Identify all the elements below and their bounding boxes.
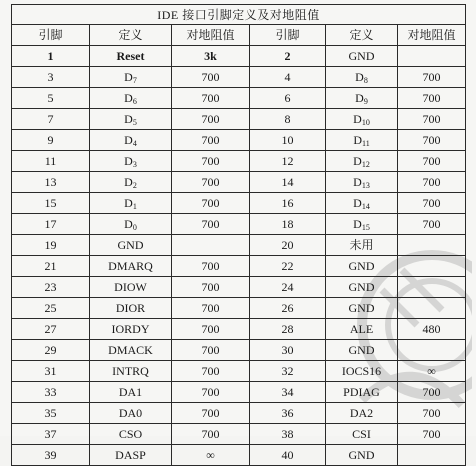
- pin-definition-left: [90, 319, 172, 340]
- definition-subscript: 5: [132, 118, 137, 127]
- pin-number-right: 32: [250, 361, 326, 382]
- ground-resistance-right: [398, 235, 466, 256]
- pin-definition-right: [326, 88, 398, 109]
- pin-number-right: 4: [250, 67, 326, 88]
- pin-definition-left: [90, 214, 172, 235]
- pin-definition-left: [90, 130, 172, 151]
- ground-resistance-left: 700: [172, 298, 250, 319]
- pin-number-right: 38: [250, 424, 326, 445]
- definition-text: D: [124, 133, 133, 147]
- ground-resistance-left: 700: [172, 340, 250, 361]
- table-row: [12, 172, 466, 193]
- pin-number-right: 26: [250, 298, 326, 319]
- ground-resistance-left: 700: [172, 403, 250, 424]
- definition-text: ALE: [349, 322, 374, 336]
- pin-definition-right: [326, 172, 398, 193]
- pin-number-left: 21: [12, 256, 90, 277]
- pin-definition-right: [326, 340, 398, 361]
- pin-definition-right: [326, 361, 398, 382]
- table-row: [12, 256, 466, 277]
- pin-definition-right: [326, 67, 398, 88]
- pin-number-left: 27: [12, 319, 90, 340]
- definition-text: D: [124, 217, 133, 231]
- table-header-row: [12, 25, 466, 46]
- table-row: [12, 151, 466, 172]
- pin-definition-left: [90, 361, 172, 382]
- pin-definition-right: [326, 46, 398, 67]
- pin-number-right: 20: [250, 235, 326, 256]
- ground-resistance-right: [398, 277, 466, 298]
- table-row: [12, 319, 466, 340]
- pin-number-left: 17: [12, 214, 90, 235]
- pin-number-left: 31: [12, 361, 90, 382]
- pin-definition-right: [326, 298, 398, 319]
- definition-subscript: 2: [132, 181, 137, 190]
- pin-definition-left: [90, 151, 172, 172]
- definition-text: GND: [348, 49, 375, 63]
- definition-text: GND: [348, 301, 375, 315]
- pin-number-right: 8: [250, 109, 326, 130]
- ground-resistance-left: 700: [172, 361, 250, 382]
- definition-text: DMACK: [108, 343, 153, 357]
- pin-definition-left: [90, 46, 172, 67]
- pin-definition-right: [326, 382, 398, 403]
- table-row: [12, 193, 466, 214]
- table-row: [12, 130, 466, 151]
- definition-text: D: [355, 70, 364, 84]
- definition-text: DMARQ: [108, 259, 153, 273]
- pin-number-right: 12: [250, 151, 326, 172]
- definition-subscript: 6: [132, 97, 137, 106]
- ground-resistance-left: 700: [172, 67, 250, 88]
- ground-resistance-left: ∞: [172, 445, 250, 466]
- pin-definition-left: [90, 424, 172, 445]
- table-row: [12, 214, 466, 235]
- definition-subscript: 10: [361, 118, 370, 127]
- table-row: [12, 46, 466, 67]
- ground-resistance-left: 700: [172, 88, 250, 109]
- pin-definition-right: [326, 445, 398, 466]
- definition-text: CSI: [352, 427, 371, 441]
- pin-number-right: 22: [250, 256, 326, 277]
- pin-number-left: 19: [12, 235, 90, 256]
- definition-subscript: 11: [361, 139, 370, 148]
- ground-resistance-right: 700: [398, 130, 466, 151]
- pin-definition-right: [326, 151, 398, 172]
- pin-number-left: 23: [12, 277, 90, 298]
- pin-definition-left: [90, 403, 172, 424]
- pin-definition-left: [90, 298, 172, 319]
- definition-text: D: [353, 133, 362, 147]
- pin-number-left: 39: [12, 445, 90, 466]
- ground-resistance-left: 700: [172, 151, 250, 172]
- ground-resistance-right: 700: [398, 172, 466, 193]
- pin-number-left: 1: [12, 46, 90, 67]
- definition-text: DIOR: [115, 301, 146, 315]
- ground-resistance-left: 700: [172, 172, 250, 193]
- table-title: IDE 接口引脚定义及对地阻值: [12, 5, 466, 25]
- ground-resistance-left: 700: [172, 214, 250, 235]
- definition-text: GND: [348, 448, 375, 462]
- definition-text: PDIAG: [343, 385, 380, 399]
- pin-definition-left: [90, 277, 172, 298]
- pin-definition-left: [90, 193, 172, 214]
- ground-resistance-left: 700: [172, 130, 250, 151]
- ground-resistance-right: 700: [398, 214, 466, 235]
- pin-number-right: 24: [250, 277, 326, 298]
- ground-resistance-right: [398, 340, 466, 361]
- table-row: [12, 445, 466, 466]
- pin-number-right: 28: [250, 319, 326, 340]
- header-pin-left: 引脚: [12, 25, 90, 46]
- definition-subscript: 15: [361, 223, 370, 232]
- pin-number-right: 18: [250, 214, 326, 235]
- pin-definition-right: [326, 130, 398, 151]
- ground-resistance-right: [398, 298, 466, 319]
- pin-number-right: 14: [250, 172, 326, 193]
- pin-definition-left: [90, 88, 172, 109]
- definition-subscript: 7: [132, 76, 137, 85]
- table-row: [12, 382, 466, 403]
- definition-text: GND: [117, 238, 144, 252]
- pin-number-left: 33: [12, 382, 90, 403]
- definition-subscript: 4: [132, 139, 137, 148]
- definition-text: DA0: [118, 406, 143, 420]
- pin-number-right: 34: [250, 382, 326, 403]
- pin-definition-left: [90, 109, 172, 130]
- pin-definition-right: [326, 256, 398, 277]
- definition-text: D: [353, 196, 362, 210]
- ground-resistance-left: 700: [172, 193, 250, 214]
- pin-number-right: 40: [250, 445, 326, 466]
- table-row: [12, 88, 466, 109]
- definition-text: D: [124, 70, 133, 84]
- definition-text: D: [124, 175, 133, 189]
- pin-definition-table: [11, 4, 466, 466]
- definition-subscript: 3: [132, 160, 137, 169]
- definition-text: D: [353, 175, 362, 189]
- header-resistance-left: 对地阻值: [172, 25, 250, 46]
- definition-subscript: 12: [361, 160, 370, 169]
- pin-number-right: 6: [250, 88, 326, 109]
- ground-resistance-left: 700: [172, 109, 250, 130]
- definition-text: GND: [348, 343, 375, 357]
- pin-definition-left: [90, 340, 172, 361]
- table-row: [12, 424, 466, 445]
- table-title-row: [12, 5, 466, 25]
- ground-resistance-right: [398, 445, 466, 466]
- definition-text: DA1: [118, 385, 143, 399]
- definition-text: GND: [348, 280, 375, 294]
- definition-text: Reset: [116, 49, 145, 63]
- ground-resistance-right: 700: [398, 403, 466, 424]
- definition-text: D: [124, 154, 133, 168]
- pin-definition-right: [326, 109, 398, 130]
- ground-resistance-right: [398, 46, 466, 67]
- pin-number-left: 9: [12, 130, 90, 151]
- pin-number-right: 36: [250, 403, 326, 424]
- pin-number-left: 25: [12, 298, 90, 319]
- definition-subscript: 14: [361, 202, 370, 211]
- definition-text: D: [353, 154, 362, 168]
- header-definition-right: 定义: [326, 25, 398, 46]
- ground-resistance-left: 700: [172, 424, 250, 445]
- pin-number-right: 16: [250, 193, 326, 214]
- definition-text: D: [124, 196, 133, 210]
- pin-definition-right: [326, 193, 398, 214]
- table-row: [12, 67, 466, 88]
- definition-text: DA2: [349, 406, 374, 420]
- definition-text: INTRQ: [112, 364, 149, 378]
- header-pin-right: 引脚: [250, 25, 326, 46]
- definition-subscript: 13: [361, 181, 370, 190]
- definition-subscript: 9: [363, 97, 368, 106]
- table-row: [12, 361, 466, 382]
- table-row: [12, 298, 466, 319]
- ground-resistance-right: 700: [398, 88, 466, 109]
- definition-subscript: 0: [132, 223, 137, 232]
- pin-definition-right: [326, 424, 398, 445]
- pin-definition-right: [326, 214, 398, 235]
- table-row: [12, 109, 466, 130]
- ground-resistance-right: 700: [398, 67, 466, 88]
- definition-text: GND: [348, 259, 375, 273]
- definition-text: CSO: [118, 427, 143, 441]
- ground-resistance-right: 700: [398, 382, 466, 403]
- pin-number-left: 29: [12, 340, 90, 361]
- definition-text: D: [124, 91, 133, 105]
- pin-definition-right: [326, 277, 398, 298]
- pin-definition-left: [90, 67, 172, 88]
- pin-definition-left: [90, 172, 172, 193]
- definition-text: DASP: [115, 448, 146, 462]
- pin-definition-left: [90, 382, 172, 403]
- definition-subscript: 8: [363, 76, 368, 85]
- ground-resistance-right: 700: [398, 109, 466, 130]
- ground-resistance-left: 700: [172, 382, 250, 403]
- ground-resistance-left: 700: [172, 277, 250, 298]
- ground-resistance-right: 480: [398, 319, 466, 340]
- pin-number-left: 35: [12, 403, 90, 424]
- pin-number-left: 3: [12, 67, 90, 88]
- pin-number-left: 5: [12, 88, 90, 109]
- definition-text: IOCS16: [341, 364, 382, 378]
- ground-resistance-right: 700: [398, 424, 466, 445]
- definition-text: D: [355, 91, 364, 105]
- ground-resistance-right: [398, 256, 466, 277]
- ground-resistance-left: [172, 235, 250, 256]
- pin-number-left: 11: [12, 151, 90, 172]
- ground-resistance-left: 3k: [172, 46, 250, 67]
- pin-definition-right: [326, 319, 398, 340]
- definition-text: D: [124, 112, 133, 126]
- ground-resistance-right: 700: [398, 193, 466, 214]
- ground-resistance-right: ∞: [398, 361, 466, 382]
- definition-subscript: 1: [132, 202, 137, 211]
- definition-text: DIOW: [114, 280, 147, 294]
- table-row: [12, 340, 466, 361]
- pin-number-left: 15: [12, 193, 90, 214]
- pin-definition-left: [90, 445, 172, 466]
- pin-number-right: 2: [250, 46, 326, 67]
- header-definition-left: 定义: [90, 25, 172, 46]
- table-row: [12, 403, 466, 424]
- pin-number-right: 10: [250, 130, 326, 151]
- pin-definition-left: [90, 256, 172, 277]
- pin-number-left: 37: [12, 424, 90, 445]
- table-row: [12, 235, 466, 256]
- ground-resistance-left: 700: [172, 319, 250, 340]
- definition-text: D: [353, 217, 362, 231]
- ground-resistance-right: 700: [398, 151, 466, 172]
- pin-number-left: 7: [12, 109, 90, 130]
- pin-number-right: 30: [250, 340, 326, 361]
- definition-text: IORDY: [111, 322, 150, 336]
- ground-resistance-left: 700: [172, 256, 250, 277]
- header-resistance-right: 对地阻值: [398, 25, 466, 46]
- pin-definition-right: [326, 235, 398, 256]
- definition-text: 未用: [349, 238, 374, 252]
- definition-text: D: [353, 112, 362, 126]
- pin-definition-left: [90, 235, 172, 256]
- table-row: [12, 277, 466, 298]
- pin-definition-right: [326, 403, 398, 424]
- pin-number-left: 13: [12, 172, 90, 193]
